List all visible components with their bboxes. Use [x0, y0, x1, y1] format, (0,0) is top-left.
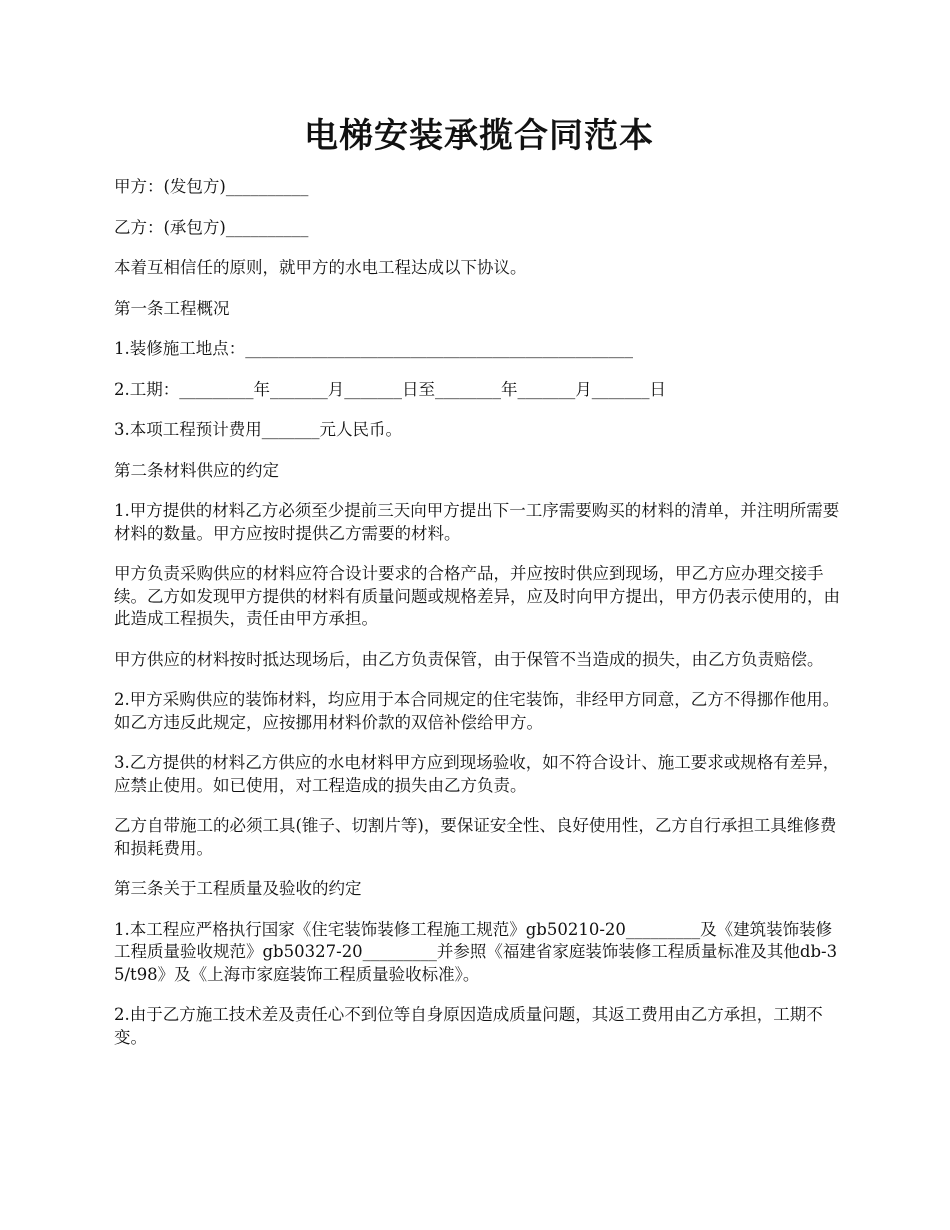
article-1-item-location: 1.装修施工地点：_______________________________________________: [114, 339, 633, 358]
article-2-para: 2.甲方采购供应的装饰材料，均应用于本合同规定的住宅装饰，非经甲方同意，乙方不得挪作他用。如乙方违反此规定，应按挪用材料价款的双倍补偿给甲方。: [114, 690, 840, 732]
article-3-para: 2.由于乙方施工技术差及责任心不到位等自身原因造成质量问题，其返工费用由乙方承担，工期不变。: [114, 1005, 823, 1047]
article-3-heading: 第三条关于工程质量及验收的约定: [114, 879, 362, 898]
article-2-para: 甲方供应的材料按时抵达现场后，由乙方负责保管，由于保管不当造成的损失，由乙方负责赔偿。: [114, 649, 824, 669]
article-1-item-cost: 3.本项工程预计费用_______元人民币。: [114, 420, 402, 439]
article-1-heading: 第一条工程概况: [114, 298, 230, 318]
party-a-line: 甲方：(发包方)__________: [114, 177, 309, 196]
document-page: [114, 110, 844, 1067]
document-title: 电梯安装承揽合同范本: [304, 116, 654, 156]
article-2-para: 乙方自带施工的必须工具(锥子、切割片等)，要保证安全性、良好使用性，乙方自行承担工具维修费和损耗费用。: [114, 816, 837, 858]
article-3-para: 1.本工程应严格执行国家《住宅装饰装修工程施工规范》gb50210-20_________及《建筑装饰装修工程质量验收规范》gb50327-20_________并参照《福建省家庭装饰装修工程质量标准及其他db-35/t98》及《上海市家庭装饰工程质量验收标准》。: [114, 919, 838, 984]
article-2-para: 3.乙方提供的材料乙方供应的水电材料甲方应到现场验收，如不符合设计、施工要求或规格有差异，应禁止使用。如已使用，对工程造成的损失由乙方负责。: [114, 753, 840, 795]
article-2-para: 1.甲方提供的材料乙方必须至少提前三天向甲方提出下一工序需要购买的材料的清单，并注明所需要材料的数量。甲方应按时提供乙方需要的材料。: [114, 501, 840, 543]
article-2-heading: 第二条材料供应的约定: [114, 460, 279, 480]
preamble: 本着互相信任的原则，就甲方的水电工程达成以下协议。: [114, 258, 527, 277]
party-b-line: 乙方：(承包方)__________: [114, 217, 309, 237]
article-1-item-period: 2.工期：_________年_______月_______日至________年_______月_______日: [114, 379, 666, 399]
article-2-para: 甲方负责采购供应的材料应符合设计要求的合格产品，并应按时供应到现场，甲乙方应办理交接手续。乙方如发现甲方提供的材料有质量问题或规格差异，应及时向甲方提出，甲方仍表示使用的，由此造成工程损失，责任由甲方承担。: [114, 564, 840, 628]
